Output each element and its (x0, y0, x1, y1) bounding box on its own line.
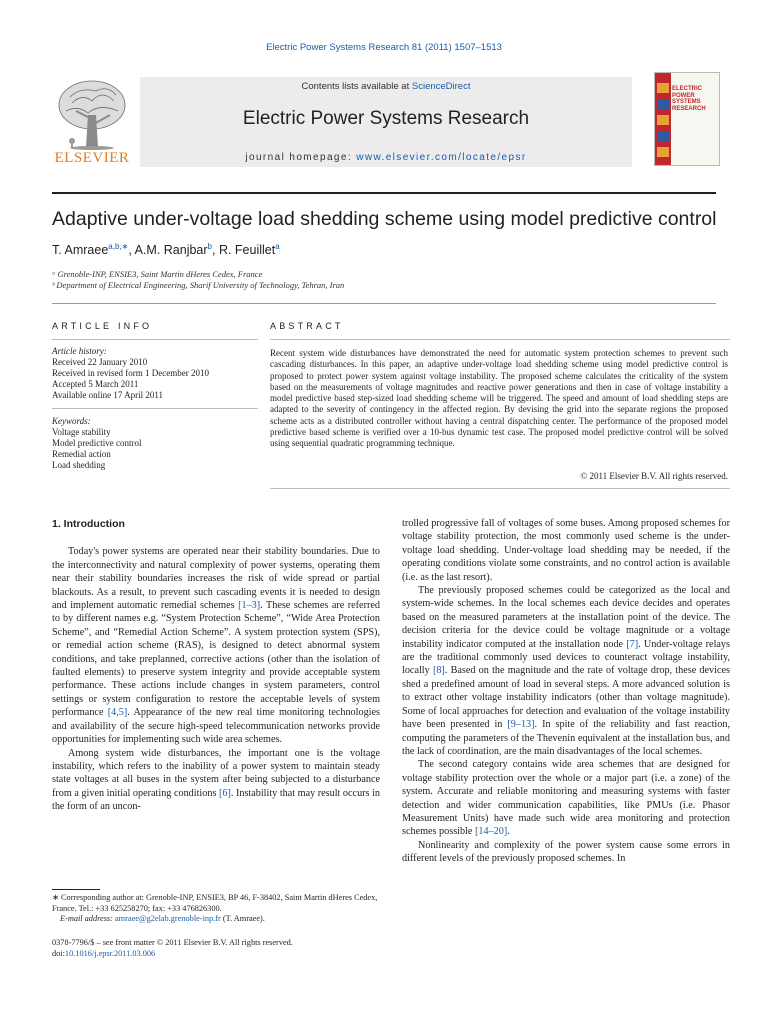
homepage-prefix: journal homepage: (245, 152, 357, 163)
reference-link[interactable]: [9–13] (507, 719, 535, 731)
reference-link[interactable]: [1–3] (238, 600, 261, 612)
author-affiliation-marker[interactable]: a,b,∗ (108, 242, 129, 251)
keyword: Model predictive control (52, 438, 142, 448)
history-label: Article history: (52, 346, 107, 356)
author-name: R. Feuillet (218, 243, 276, 258)
author-name: A.M. Ranjbar (134, 243, 208, 258)
history-item: Accepted 5 March 2011 (52, 379, 139, 389)
paragraph (402, 584, 730, 758)
footnote-text: ∗ Corresponding author at: Grenoble-INP, ENSIE3, BP 46, F-38402, Saint Martin dHeres Cedex, France. Tel.: +33 625258270; fax: +33 476826300. (52, 893, 378, 913)
paragraph-text: . Based on the magnitude and the rate of voltage drop, these devices shed a predefined amount of load in several steps. A more advanced solution is to extract other voltage instability indicators (other than voltage magnitude). Some of local approaches for detection and evaluation of the voltage instability have been presented in (402, 665, 730, 731)
paragraph-text: . (507, 826, 510, 838)
article-history (52, 346, 209, 401)
email-suffix: (T. Amraee). (220, 914, 265, 923)
paragraph-text: Today's power systems are operated near their stability boundaries. Due to the interconnectivity and natural complexity of power systems, operating them near their stability boundaries increases the risk of wide spread or partial blackouts. As a result, to prevent such cascading events it is needed to design and implement automatic remedial schemes (52, 546, 380, 612)
paragraph-text: Among system wide disturbances, the important one is the voltage instability, which refers to the inability of a power system to maintain steady state voltages at all buses in the system after being subjected to a disturbance from a given initial operating conditions (52, 747, 380, 799)
keyword: Load shedding (52, 460, 106, 470)
front-matter (52, 937, 293, 959)
sciencedirect-link[interactable]: ScienceDirect (411, 81, 471, 92)
cover-title: ELECTRIC POWER SYSTEMS RESEARCH (672, 86, 706, 112)
article-info-rule (52, 339, 258, 340)
paragraph-text: . Appearance of the new real time monitoring technologies and availability of the secure high-speed telecommunication networks provide opportunities for implementing such wide area schemes. (52, 707, 380, 746)
keyword: Remedial action (52, 449, 111, 459)
doi-label: doi: (52, 949, 65, 958)
abstract-copyright: © 2011 Elsevier B.V. All rights reserved. (580, 471, 728, 481)
paragraph (402, 758, 730, 838)
paragraph-text: . These schemes are referred to by different names e.g. “System Protection Scheme”, “Wide Area Protection Scheme”, and “Remedial Action Scheme”. A system protection system (SPS), or remedial action scheme (RAS), is designed to detect abnormal system conditions, and take preplanned, corrective actions (other than the isolation of faulted elements) to preserve system integrity and provide acceptable system performance. These actions include changes in system parameters, control settings or system configuration to restore the acceptable levels of system performance (52, 600, 380, 719)
contents-line (140, 81, 632, 92)
paragraph-text: . In spite of the reliability and fast reaction, computing the parameters of the Thevenin equivalent at the installation bus, and the lack of coordination, are the main disadvantages of the local schemes. (402, 719, 730, 757)
paragraph (52, 747, 380, 814)
email-link[interactable]: amraee@g2elab.grenoble-inp.fr (115, 914, 221, 923)
affiliation-b: ᵇ Department of Electrical Engineering, Sharif University of Technology, Tehran, Iran (52, 280, 345, 290)
reference-link[interactable]: [8] (432, 665, 445, 677)
keywords-label: Keywords: (52, 416, 91, 426)
corresponding-author-footnote (52, 893, 380, 925)
paragraph-text: . Instability that may result occurs in the form of an uncon- (52, 787, 380, 813)
paragraph-text: . Under-voltage relays are the traditional commonly used devices to counteract voltage instability, locally (402, 638, 730, 677)
abstract-heading: ABSTRACT (270, 321, 344, 331)
abstract-rule (270, 339, 730, 340)
author-list: T. Amraee$^{a,b,∗}$, A.M. Ranjbar$^b$, R. Feuillet$^a$ (52, 242, 280, 258)
author-affiliation-marker[interactable]: a (275, 242, 280, 251)
contents-prefix: Contents lists available at (301, 81, 412, 92)
doi-link[interactable]: 10.1016/j.epsr.2011.03.006 (64, 949, 156, 958)
body-column-right (402, 517, 730, 866)
history-item: Received 22 January 2010 (52, 357, 148, 367)
issn-line: 0378-7796/$ – see front matter © 2011 Elsevier B.V. All rights reserved. (52, 938, 293, 947)
footnote-rule (52, 889, 100, 890)
reference-link[interactable]: [6] (218, 787, 231, 799)
reference-link[interactable]: [7] (626, 638, 639, 650)
author-name: T. Amraee (52, 243, 109, 258)
header-rule (52, 192, 716, 194)
paragraph (52, 545, 380, 746)
journal-title: Electric Power Systems Research (242, 108, 530, 129)
article-title: Adaptive under-voltage load shedding scheme using model predictive control (52, 208, 717, 230)
history-item: Received in revised form 1 December 2010 (52, 368, 209, 378)
paragraph: Nonlinearity and complexity of the power system cause some errors in different levels of the previously proposed schemes. In (402, 839, 730, 865)
homepage-link[interactable]: www.elsevier.com/locate/epsr (356, 152, 527, 163)
reference-link[interactable]: [14–20] (475, 826, 508, 838)
article-info-divider (52, 408, 258, 409)
body-column-left (52, 518, 380, 814)
keywords (52, 416, 141, 471)
abstract-bottom-rule (270, 488, 730, 489)
paragraph-text: The second category contains wide area schemes that are designed for voltage stability protection over the whole or a major part (i.e. a zone) of the system. Accurate and reliable monitoring and measuring systems with faster detection and wider communication capabilities, like PMUs (i.e. Phasor Measurement Units) have made such wide area monitoring and protection schemes possible (402, 759, 730, 838)
author-affiliation-marker[interactable]: b (207, 242, 212, 251)
reference-link[interactable]: [4,5] (107, 707, 128, 719)
keyword: Voltage stability (52, 427, 111, 437)
affiliation-a: ᵃ Grenoble-INP, ENSIE3, Saint Martin dHeres Cedex, France (52, 269, 263, 279)
section-heading: 1. Introduction (52, 518, 125, 530)
journal-homepage (140, 152, 632, 163)
paragraph: trolled progressive fall of voltages of some buses. Among proposed schemes for voltage stability protection, the most commonly used scheme is the under-voltage load shedding. Under-voltage load shedding may be needed, if the operating conditions violate some constraints, and no control action is available (i.e. as the last resort). (402, 518, 730, 583)
email-label: E-mail address: (60, 914, 115, 923)
abstract-text: Recent system wide disturbances have demonstrated the need for automatic system protection schemes to prevent such cascading disturbances. In this paper, an adaptive under-voltage load shedding scheme using model predictive control is proposed to protect power system against voltage instability. The proposed scheme calculates the criticality of the system based on the measurements of voltage magnitudes and reactive power generations and then in case of voltage instability a model predictive based step-sized load shedding scheme will be triggered. The speed and amount of load shedding steps are adapted to the severity of contingency in the affected region. By devising the grid into the separate regions the proposed scheme acts as a distributed controller without having a central dispatching center. The performance of the proposed model predictive based scheme is verified over a 10-bus dynamic test case. The proposed model predictive control will be solved using sequential quadratic programming technique. (270, 348, 728, 449)
title-rule (52, 303, 716, 304)
article-info-heading: ARTICLE INFO (52, 321, 153, 331)
journal-citation[interactable]: Electric Power Systems Research 81 (2011) 1507–1513 (266, 42, 502, 53)
history-item: Available online 17 April 2011 (52, 390, 163, 400)
elsevier-wordmark: ELSEVIER (54, 150, 130, 166)
paragraph-text: The previously proposed schemes could be categorized as the local and system-wide schemes. In the local schemes each device decides and operates based on the measured parameters at the installation point of the device. The decision criteria for the device could be voltage magnitude or a voltage instability indicator computed at the installation node (402, 585, 730, 650)
